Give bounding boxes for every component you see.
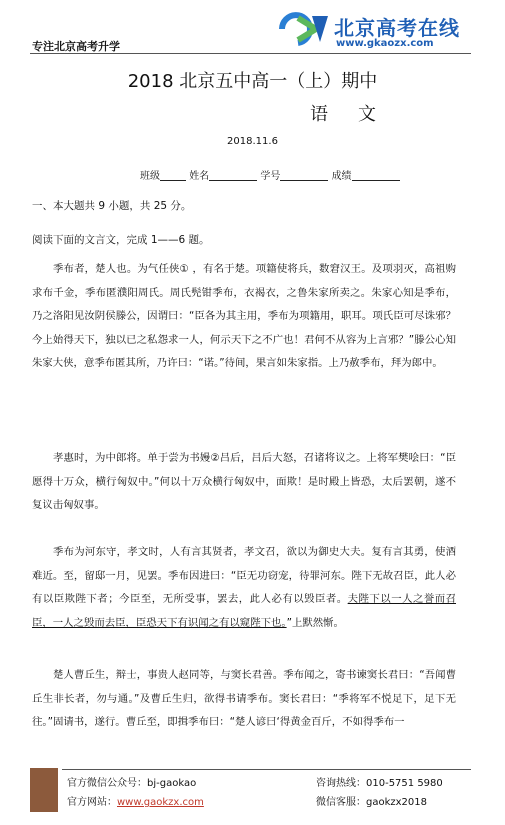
student-info-line [140, 167, 400, 182]
section-heading: 一、本大题共 9 小题，共 25 分。 [32, 200, 192, 212]
class-blank[interactable] [160, 169, 186, 181]
wechat-value: bj-gaokao [147, 778, 197, 789]
paragraph-3-ending: ”上默然惭。 [286, 616, 344, 629]
hotline-label: 咨询热线： [316, 778, 366, 789]
footer-website [67, 793, 204, 808]
service-label: 微信客服： [316, 797, 366, 808]
header-slogan: 专注北京高考升学 [32, 40, 120, 53]
exam-date: 2018.11.6 [227, 136, 278, 147]
name-blank[interactable] [209, 169, 257, 181]
service-value: gaokzx2018 [366, 797, 428, 808]
footer-divider [62, 769, 471, 770]
footer-hotline [316, 774, 443, 789]
score-label: 成绩 [331, 171, 352, 182]
hotline-value: 010-5751 5980 [366, 778, 443, 789]
paragraph-3-text: 季布为河东守，孝文时，人有言其贤者，孝文召，欲以为御史大夫。复有言其勇，使酒难近。至，留邸一月，见罢。季布因进曰：“臣无功窃宠，待罪河东。陛下无故召臣，此人必有以臣欺陛下者；今臣至，无所受事，罢去，此人必有以毁臣者。 [32, 546, 456, 605]
passage-paragraph-2: 孝惠时，为中郎将。单于尝为书嫚②吕后，吕后大怒，召诸将议之。上将军樊哙曰：“臣愿得十万众，横行匈奴中。”何以十万众横行匈奴中，面欺！是时殿上皆恐，太后罢朝，遂不复议击匈奴事。 [32, 452, 456, 511]
footer-color-block [30, 768, 58, 812]
exam-subject: 语文 [310, 104, 406, 125]
header-divider [30, 53, 471, 54]
gk-logo-icon [276, 10, 332, 48]
class-label: 班级 [140, 171, 160, 182]
logo-title: 北京高考在线 [334, 16, 460, 40]
score-blank[interactable] [352, 169, 400, 181]
footer-service [316, 793, 427, 808]
name-label: 姓名 [189, 171, 210, 182]
logo-url: www.gkaozx.com [336, 38, 434, 49]
website-link[interactable]: www.gaokzx.com [117, 797, 204, 808]
number-blank[interactable] [280, 169, 328, 181]
passage-paragraph-3 [32, 541, 456, 635]
footer-wechat [67, 774, 196, 789]
passage-paragraph-1: 季布者，楚人也。为气任侠① ，有名于楚。项籍使将兵，数窘汉王。及项羽灭，高祖购求布千金，季布匿濮阳周氏。周氏髡钳季布，衣褐衣，之鲁朱家所卖之。朱家心知是季布，乃之洛阳见汝阴侯滕公，因谓曰：“臣各为其主用，季布为项籍用，职耳。项氏臣可尽诛邪？今上始得天下，独以已之私怨求一人，何示天下之不广也！君何不从容为上言邪？”滕公心知朱家大侠，意季布匿其所，乃许曰：“诺。”待间，果言如朱家指。上乃赦季布，拜为郎中。 [32, 263, 456, 369]
passage-paragraph-4: 楚人曹丘生，辩士，事贵人赵同等，与窦长君善。季布闻之，寄书谏窦长君曰：“吾闻曹丘生非长者，勿与通。”及曹丘生归，欲得书请季布。窦长君曰：“季将军不悦足下，足下无往。”固请书，遂行。曹丘至，即揖季布曰：“楚人谚曰‘得黄金百斤，不如得季布一 [32, 669, 456, 728]
site-label: 官方网站： [67, 797, 117, 808]
wechat-label: 官方微信公众号： [67, 778, 147, 789]
section-instruction: 阅读下面的文言文，完成 1——6 题。 [32, 234, 210, 246]
exam-title: 2018 北京五中高一（上）期中 [127, 71, 378, 92]
underlined-sentence: 夫陛下以一人之誉而召臣，一人之毁而去臣，臣恐天下有识闻之有以窥陛下也。 [32, 593, 457, 629]
site-logo[interactable] [276, 8, 460, 54]
number-label: 学号 [260, 171, 281, 182]
